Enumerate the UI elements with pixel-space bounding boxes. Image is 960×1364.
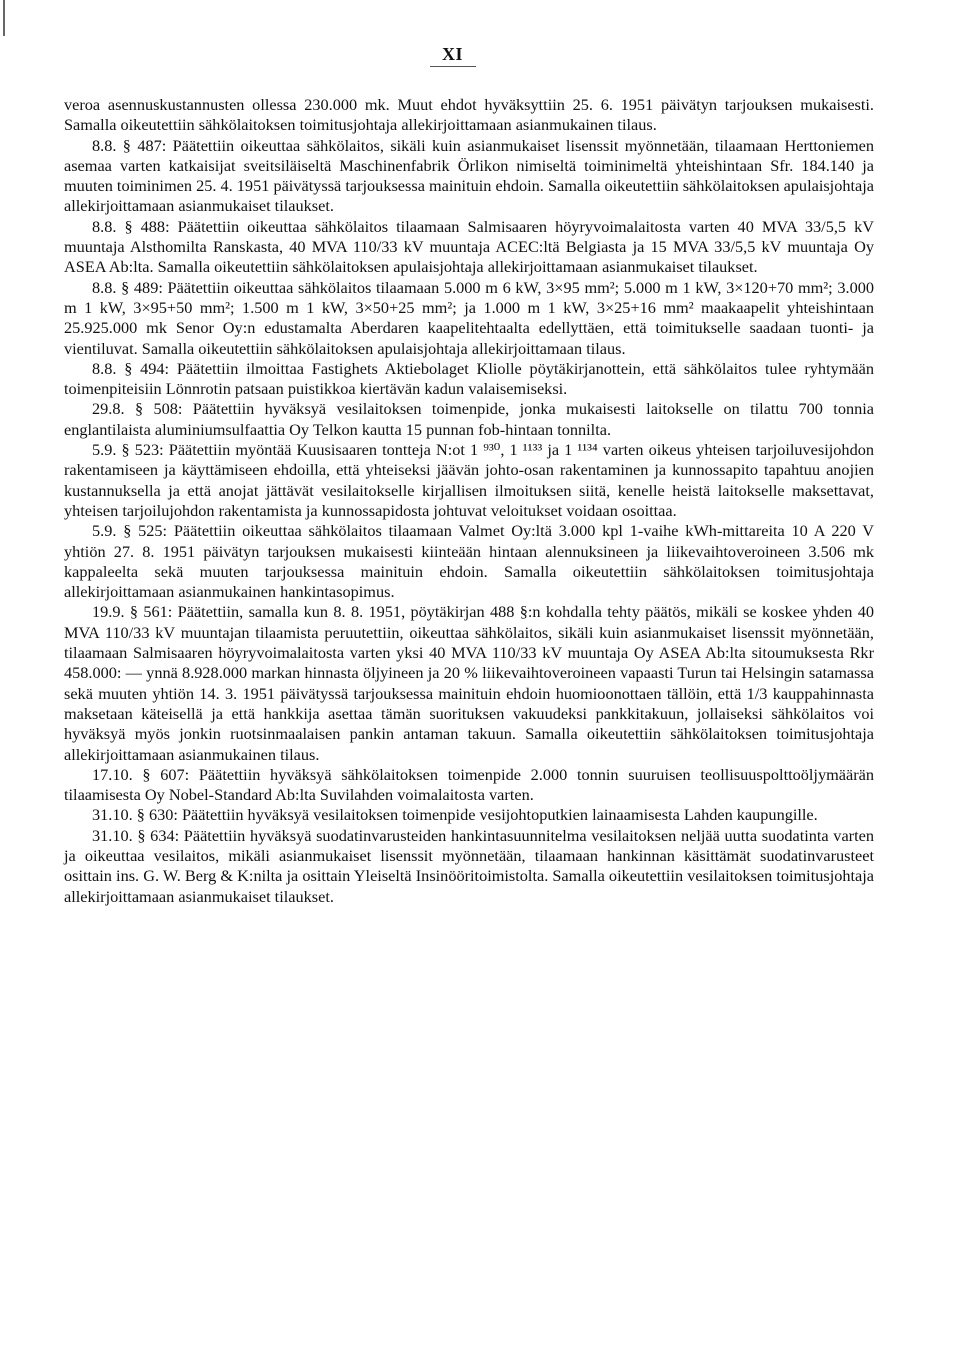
paragraph-continuation: veroa asennuskustannusten ollessa 230.000 mk. Muut ehdot hyväksyttiin 25. 6. 1951 päivätyn tarjouksen mukaisesti. Samalla oikeutettiin sähkölaitoksen toimitusjohtaja allekirjoittamaan asianmukainen tilaus. — [64, 95, 874, 135]
page-number-rule — [430, 66, 476, 67]
paragraph-508: 29.8. § 508: Päätettiin hyväksyä vesilaitoksen toimenpide, jonka mukaisesti laitokselle on tilattu 700 tonnia englantilaista aluminiumsulfaattia Oy Telkon kautta 15 punnan fob-hintaan tonnilta. — [64, 399, 874, 439]
paragraph-523: 5.9. § 523: Päätettiin myöntää Kuusisaaren tontteja N:ot 1 ⁹³⁰, 1 ¹¹³³ ja 1 ¹¹³⁴ varten oikeus yhteisen tarjoiluvesijohdon rakentamiseen ja käyttämiseen ehdoilla, että yhteiseksi jäävän johto-osan rakentaminen ja kunnossapito tapahtuu anojien kustannuksella ja että anojat jättävät vesilaitokselle kirjallisen ilmoituksen siitä, kenelle heistä laitokselle maksettavat, yhteisen tarjoilujohdon rakentamista ja kunnossapidosta johtuvat veloitukset voidaan osoittaa. — [64, 440, 874, 520]
paragraph-525: 5.9. § 525: Päätettiin oikeuttaa sähkölaitos tilaamaan Valmet Oy:ltä 3.000 kpl 1-vaihe kWh-mittareita 10 A 220 V yhtiön 27. 8. 1951 päivätyn tarjouksen mukaisesti kiinteään hintaan alennuksineen ja liikevaihtoveroineen 3.506 mk kappaleelta sekä muuten tarjouksessa mainituin ehdoin. Samalla oikeutettiin sähkölaitoksen toimitusjohtaja allekirjoittamaan asianmukainen hankintasopimus. — [64, 521, 874, 602]
paragraph-487: 8.8. § 487: Päätettiin oikeuttaa sähkölaitos, sikäli kuin asianmukaiset lisenssit myönnetään, tilaamaan Herttoniemen asemaa varten katkaisijat sveitsiläiseltä Maschinenfabrik Örlikon nimiseltä toiminimeltä yhteishintaan Sfr. 184.140 ja muuten toiminimen 25. 4. 1951 päivätyssä tarjouksessa mainituin ehdoin. Samalla oikeutettiin sähkölaitoksen apulaisjohtaja allekirjoittamaan asianmukaiset tilaukset. — [64, 135, 874, 216]
paragraph-561: 19.9. § 561: Päätettiin, samalla kun 8. 8. 1951, pöytäkirjan 488 §:n kohdalla tehty päätös, mikäli se koskee yhden 40 MVA 110/33 kV muuntajan tilaamista peruutettiin, oikeuttaa sähkölaitos, sikäli kuin asianmukaiset lisenssit myönnetään, tilaamaan Salmisaaren höyryvoimalaitosta varten yksi 40 MVA 110/33 kV muuntaja Oy ASEA Ab:lta sitoumuksesta Rkr 458.000: — ynnä 8.928.000 markan hinnasta öljyineen ja 20 % liikevaihtoveroineen vapaasti Turun tai Helsingin satamassa sekä muuten yhtiön 14. 3. 1951 päivätyssä tarjouksessa mainituin ehdoin huomioonottaen tällöin, että 1/3 kauppahinnasta maksetaan käteisellä ja että hankkija asettaa tämän suorituksen vakuudeksi pankkitakuun, jollaiseksi sähkölaitos voi hyväksyä myös jonkin ruotsinmaalaisen pankin antaman takuun. Samalla oikeutettiin sähkölaitoksen toimitusjohtaja allekirjoittamaan asianmukainen tilaus. — [64, 602, 874, 764]
paragraph-494: 8.8. § 494: Päätettiin ilmoittaa Fastighets Aktiebolaget Kliolle pöytäkirjanottein, että sähkölaitos tulee ryhtymään toimenpiteisiin Lönnrotin patsaan puistikkoa kiertävän kadun valaisemiseksi. — [64, 358, 874, 399]
paragraph-488: 8.8. § 488: Päätettiin oikeuttaa sähkölaitos tilaamaan Salmisaaren höyryvoimalaitosta varten 40 MVA 33/5,5 kV muuntaja Alsthomilta Ranskasta, 40 MVA 110/33 kV muuntaja ACEC:ltä Belgiasta ja 15 MVA 33/5,5 kV muuntaja Oy ASEA Ab:lta. Samalla oikeutettiin sähkölaitoksen apulaisjohtaja allekirjoittamaan asianmukaiset tilaukset. — [64, 216, 874, 277]
paragraph-607: 17.10. § 607: Päätettiin hyväksyä sähkölaitoksen toimenpide 2.000 tonnin suuruisen teollisuuspolttoöljymäärän tilaamisesta Oy Nobel-Standard Ab:lta Suvilahden voimalaitosta varten. — [64, 764, 874, 805]
paragraph-634: 31.10. § 634: Päätettiin hyväksyä suodatinvarusteiden hankintasuunnitelma vesilaitoksen neljää uutta suodatinta varten ja oikeuttaa vesilaitos, mikäli asianmukaiset lisenssit myönnetään, tilaamaan hankinnan käsittämät suodatinvarusteet osittain ins. G. W. Berg & K:nilta ja osittain Yleiseltä Insinööritoimistolta. Samalla oikeutettiin vesilaitoksen toimitusjohtaja allekirjoittamaan asianmukaiset tilaukset. — [64, 825, 874, 906]
paragraph-630: 31.10. § 630: Päätettiin hyväksyä vesilaitoksen toimenpide vesijohtoputkien lainaamisesta Lahden kaupungille. — [92, 805, 818, 825]
document-body — [64, 95, 874, 907]
paragraph-489: 8.8. § 489: Päätettiin oikeuttaa sähkölaitos tilaamaan 5.000 m 6 kW, 3×95 mm²; 5.000 m 1 kW, 3×120+70 mm²; 3.000 m 1 kW, 3×95+50 mm²; 1.500 m 1 kW, 3×50+25 mm²; ja 1.000 m 1 kW, 3×25+16 mm² maakaapelit yhteishintaan 25.925.000 mk Senor Oy:n edustamalta Aberdaren kaapelitehtaalta edellyttäen, että toimitukselle saadaan tuonti- ja vientiluvat. Samalla oikeutettiin sähkölaitoksen apulaisjohtaja allekirjoittamaan tilaus. — [64, 277, 874, 358]
scan-edge-mark — [3, 0, 5, 36]
page-number: XI — [442, 44, 464, 64]
